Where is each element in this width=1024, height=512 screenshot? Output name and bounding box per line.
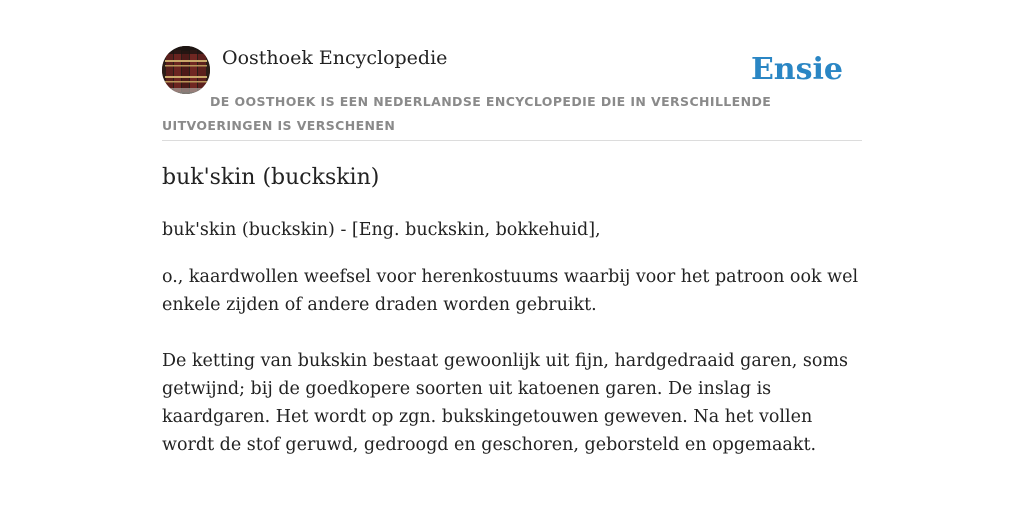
source-header xyxy=(162,46,862,141)
source-name[interactable]: Oosthoek Encyclopedie xyxy=(222,47,448,69)
source-description: DE OOSTHOEK IS EEN NEDERLANDSE ENCYCLOPEDIE DIE IN VERSCHILLENDE UITVOERINGEN IS VERSCHENEN xyxy=(162,94,772,133)
source-avatar[interactable] xyxy=(162,46,210,94)
brand-logo[interactable]: Ensie xyxy=(750,52,843,87)
entry-title: buk'skin (buckskin) xyxy=(162,165,380,190)
book-spines-icon xyxy=(162,46,210,94)
entry-content xyxy=(162,160,862,459)
entry-paragraph: o., kaardwollen weefsel voor herenkostuums waarbij voor het patroon ook wel enkele zijden of andere draden worden gebruikt. xyxy=(162,267,859,315)
entry-subtitle: buk'skin (buckskin) - [Eng. buckskin, bokkehuid], xyxy=(162,220,601,240)
entry-paragraph: De ketting van bukskin bestaat gewoonlijk uit fijn, hardgedraaid garen, soms getwijnd; bij de goedkopere soorten uit katoenen garen. De inslag is kaardgaren. Het wordt op zgn. bukskingetouwen geweven. Na het vollen wordt de stof geruwd, gedroogd en geschoren, geborsteld en opgemaakt. xyxy=(162,351,848,455)
